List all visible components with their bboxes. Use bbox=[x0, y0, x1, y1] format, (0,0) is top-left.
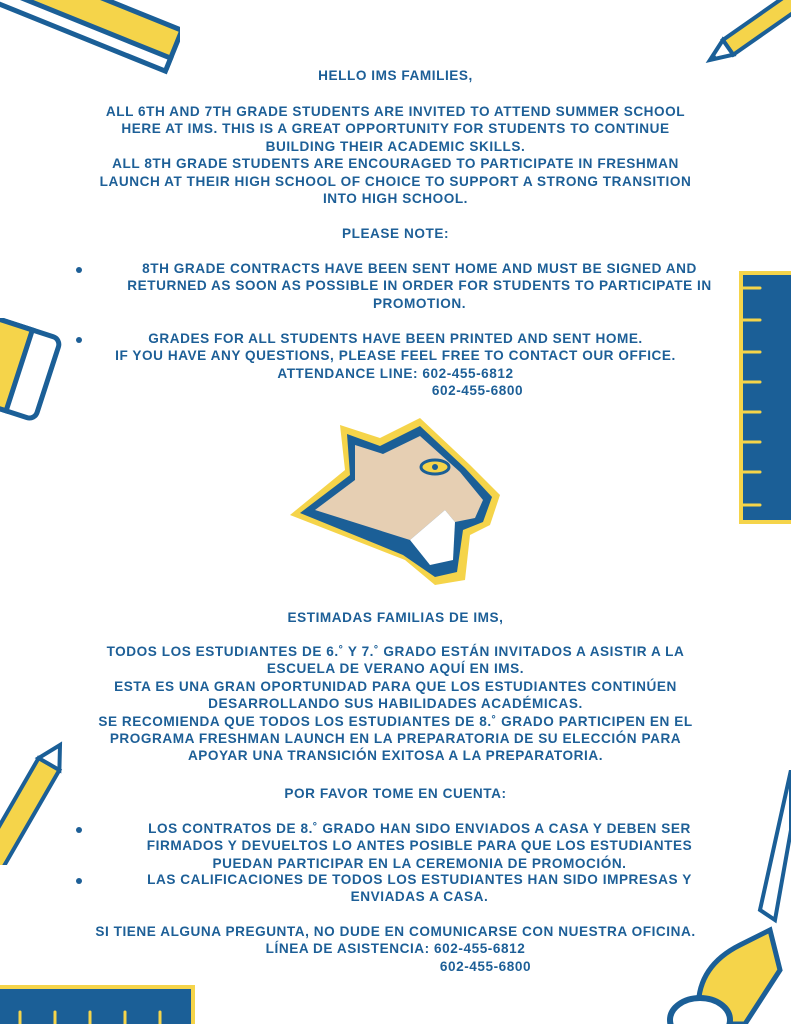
text-line: TODOS LOS ESTUDIANTES DE 6.˚ Y 7.˚ GRADO ESTÁN INVITADOS A ASISTIR A LA bbox=[106, 644, 685, 659]
text-line: ENVIADAS A CASA. bbox=[350, 889, 489, 905]
text-line: ESCUELA DE VERANO AQUÍ EN IMS. bbox=[266, 661, 525, 677]
text-line: RETURNED AS SOON AS POSSIBLE IN ORDER FOR STUDENTS TO PARTICIPATE IN bbox=[127, 278, 712, 294]
text-line: APOYAR UNA TRANSICIÓN EXITOSA A LA PREPARATORIA. bbox=[187, 748, 604, 764]
english-greeting: HELLO IMS FAMILIES, bbox=[318, 68, 473, 83]
spanish-intro bbox=[0, 643, 791, 765]
text-line: GRADES FOR ALL STUDENTS HAVE BEEN PRINTED AND SENT HOME. bbox=[148, 331, 643, 346]
english-bullet-1 bbox=[24, 260, 791, 312]
cougar-mascot-logo bbox=[285, 410, 505, 590]
text-line: ALL 8TH GRADE STUDENTS ARE ENCOURAGED TO PARTICIPATE IN FRESHMAN bbox=[112, 156, 679, 172]
text-line: LOS CONTRATOS DE 8.˚ GRADO HAN SIDO ENVIADOS A CASA Y DEBEN SER bbox=[148, 821, 691, 836]
text-line: LAS CALIFICACIONES DE TODOS LOS ESTUDIANTES HAN SIDO IMPRESAS Y bbox=[147, 872, 692, 887]
text-line: ALL 6TH AND 7TH GRADE STUDENTS ARE INVITED TO ATTEND SUMMER SCHOOL bbox=[105, 104, 686, 119]
text-line: FIRMADOS Y DEVUELTOS LO ANTES POSIBLE PARA QUE LOS ESTUDIANTES bbox=[146, 838, 693, 854]
pencil-top-right-icon bbox=[700, 0, 791, 70]
text-line: BUILDING THEIR ACADEMIC SKILLS. bbox=[265, 138, 526, 154]
text-line: SI TIENE ALGUNA PREGUNTA, NO DUDE EN COMUNICARSE CON NUESTRA OFICINA. bbox=[95, 924, 696, 939]
text-line: PROMOTION. bbox=[372, 295, 467, 311]
text-line: SE RECOMIENDA QUE TODOS LOS ESTUDIANTES DE 8.˚ GRADO PARTICIPEN EN EL bbox=[98, 713, 693, 729]
ruler-top-left-icon bbox=[0, 0, 180, 75]
text-line: ESTA ES UNA GRAN OPORTUNIDAD PARA QUE LOS ESTUDIANTES CONTINÚEN bbox=[114, 678, 677, 694]
text-line: LAUNCH AT THEIR HIGH SCHOOL OF CHOICE TO SUPPORT A STRONG TRANSITION bbox=[99, 173, 692, 189]
english-intro bbox=[0, 103, 791, 207]
spanish-bullet-2 bbox=[24, 871, 791, 906]
text-line: HERE AT IMS. THIS IS A GREAT OPPORTUNITY FOR STUDENTS TO CONTINUE bbox=[121, 121, 670, 137]
english-note-heading: PLEASE NOTE: bbox=[341, 226, 450, 241]
text-line: PROGRAMA FRESHMAN LAUNCH EN LA PREPARATORIA DE SU ELECCIÓN PARA bbox=[109, 731, 682, 747]
text-line: DESARROLLANDO SUS HABILIDADES ACADÉMICAS. bbox=[208, 696, 583, 712]
english-bullet-2 bbox=[0, 330, 791, 400]
ruler-bottom-left-icon bbox=[0, 984, 198, 1024]
text-line: LÍNEA DE ASISTENCIA: 602-455-6812 bbox=[265, 941, 526, 957]
text-line: INTO HIGH SCHOOL. bbox=[322, 191, 469, 207]
text-line: ATTENDANCE LINE: 602-455-6812 bbox=[277, 365, 514, 381]
spanish-greeting: ESTIMADAS FAMILIAS DE IMS, bbox=[287, 610, 504, 625]
text-line: 8TH GRADE CONTRACTS HAVE BEEN SENT HOME AND MUST BE SIGNED AND bbox=[142, 261, 697, 276]
spanish-note-heading: POR FAVOR TOME EN CUENTA: bbox=[284, 786, 507, 801]
spanish-contact bbox=[0, 923, 791, 975]
text-line: 602-455-6800 bbox=[439, 958, 532, 974]
spanish-bullet-1 bbox=[24, 820, 791, 872]
text-line: IF YOU HAVE ANY QUESTIONS, PLEASE FEEL FREE TO CONTACT OUR OFFICE. bbox=[115, 348, 676, 364]
text-line: PUEDAN PARTICIPAR EN LA CEREMONIA DE PROMOCIÓN. bbox=[212, 855, 627, 871]
text-line: 602-455-6800 bbox=[431, 383, 524, 399]
